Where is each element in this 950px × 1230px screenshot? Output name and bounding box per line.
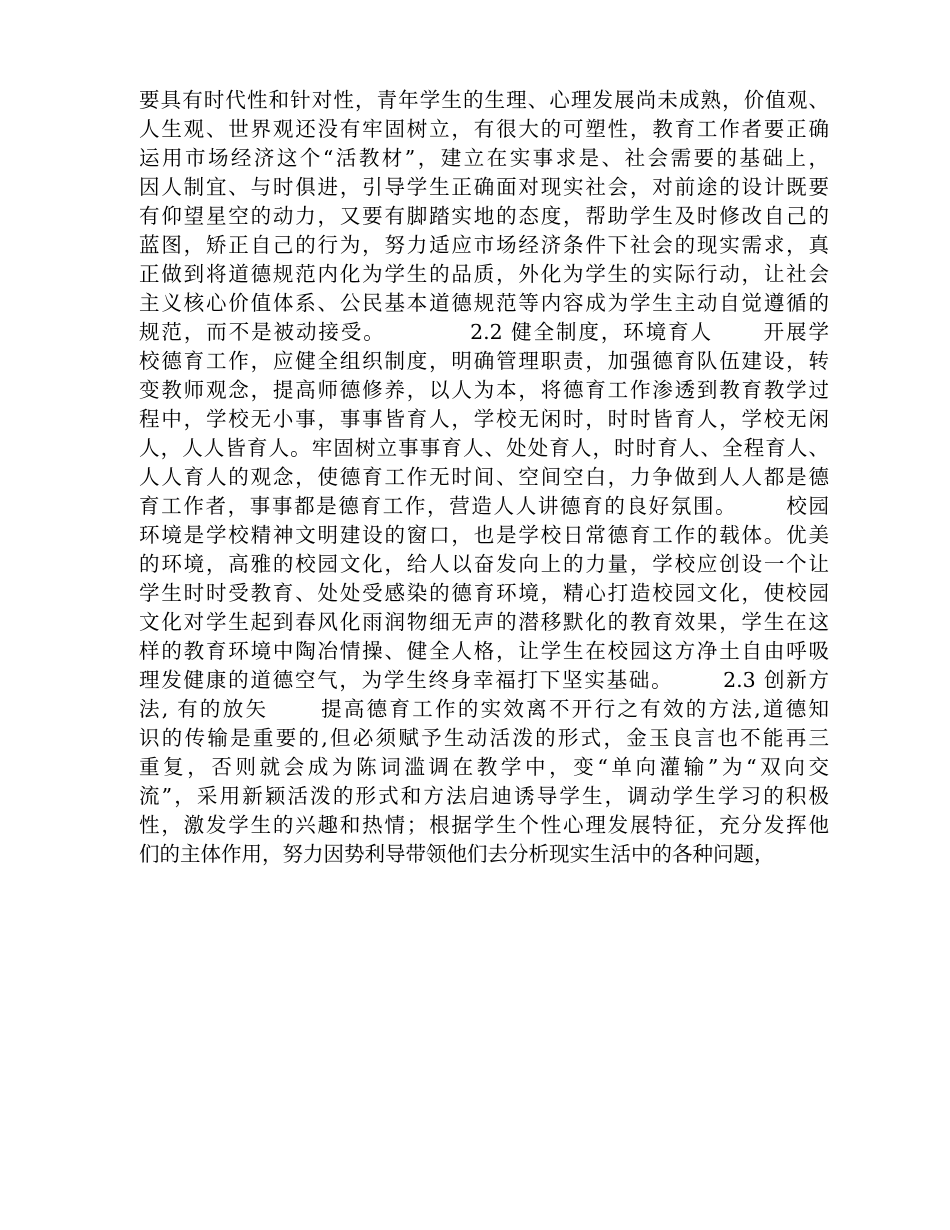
text-line: 运用市场经济这个“活教材”，建立在实事求是、社会需要的基础上， [139, 146, 829, 170]
text-line: 性，激发学生的兴趣和热情；根据学生个性心理发展特征，充分发挥他 [139, 813, 829, 837]
text-line: 样的教育环境中陶冶情操、健全人格，让学生在校园这方净土自由呼吸 [139, 639, 829, 663]
text-line: 人生观、世界观还没有牢固树立，有很大的可塑性，教育工作者要正确 [139, 117, 829, 141]
text-line: 校德育工作，应健全组织制度，明确管理职责，加强德育队伍建设，转 [139, 349, 829, 373]
text-line: 因人制宜、与时俱进，引导学生正确面对现实社会，对前途的设计既要 [139, 175, 829, 199]
text-line: 识的传输是重要的,但必须赋予生动活泼的形式，金玉良言也不能再三 [139, 726, 829, 750]
text-line: 有仰望星空的动力，又要有脚踏实地的态度，帮助学生及时修改自己的 [139, 204, 829, 228]
text-line: 们的主体作用，努力因势利导带领他们去分析现实生活中的各种问题， [139, 842, 775, 866]
text-line: 育工作者，事事都是德育工作，营造人人讲德育的良好氛围。 校园 [139, 494, 829, 518]
text-line: 环境是学校精神文明建设的窗口，也是学校日常德育工作的载体。优美 [139, 523, 829, 547]
text-line: 理发健康的道德空气，为学生终身幸福打下坚实基础。 2.3 创新方 [139, 668, 829, 692]
text-line: 程中，学校无小事，事事皆育人，学校无闲时，时时皆育人，学校无闲 [139, 407, 829, 431]
text-line: 变教师观念，提高师德修养，以人为本，将德育工作渗透到教育教学过 [139, 378, 829, 402]
text-line: 的环境，高雅的校园文化，给人以奋发向上的力量，学校应创设一个让 [139, 552, 829, 576]
text-line: 学生时时受教育、处处受感染的德育环境，精心打造校园文化，使校园 [139, 581, 829, 605]
body-text [139, 86, 829, 869]
text-line: 人人育人的观念，使德育工作无时间、空间空白，力争做到人人都是德 [139, 465, 829, 489]
text-line: 文化对学生起到春风化雨润物细无声的潜移默化的教育效果，学生在这 [139, 610, 829, 634]
text-line: 规范，而不是被动接受。 2.2 健全制度，环境育人 开展学 [139, 320, 829, 344]
text-line: 法, 有的放矢 提高德育工作的实效离不开行之有效的方法,道德知 [139, 697, 829, 721]
text-line: 重复，否则就会成为陈词滥调在教学中，变“单向灌输”为“双向交 [139, 755, 829, 779]
text-line: 要具有时代性和针对性，青年学生的生理、心理发展尚未成熟，价值观、 [139, 88, 829, 112]
text-line: 正做到将道德规范内化为学生的品质，外化为学生的实际行动，让社会 [139, 262, 829, 286]
text-line: 蓝图，矫正自己的行为，努力适应市场经济条件下社会的现实需求，真 [139, 233, 829, 257]
text-line: 人，人人皆育人。牢固树立事事育人、处处育人，时时育人、全程育人、 [139, 436, 829, 460]
text-line: 主义核心价值体系、公民基本道德规范等内容成为学生主动自觉遵循的 [139, 291, 829, 315]
text-line: 流”，采用新颖活泼的形式和方法启迪诱导学生，调动学生学习的积极 [139, 784, 829, 808]
